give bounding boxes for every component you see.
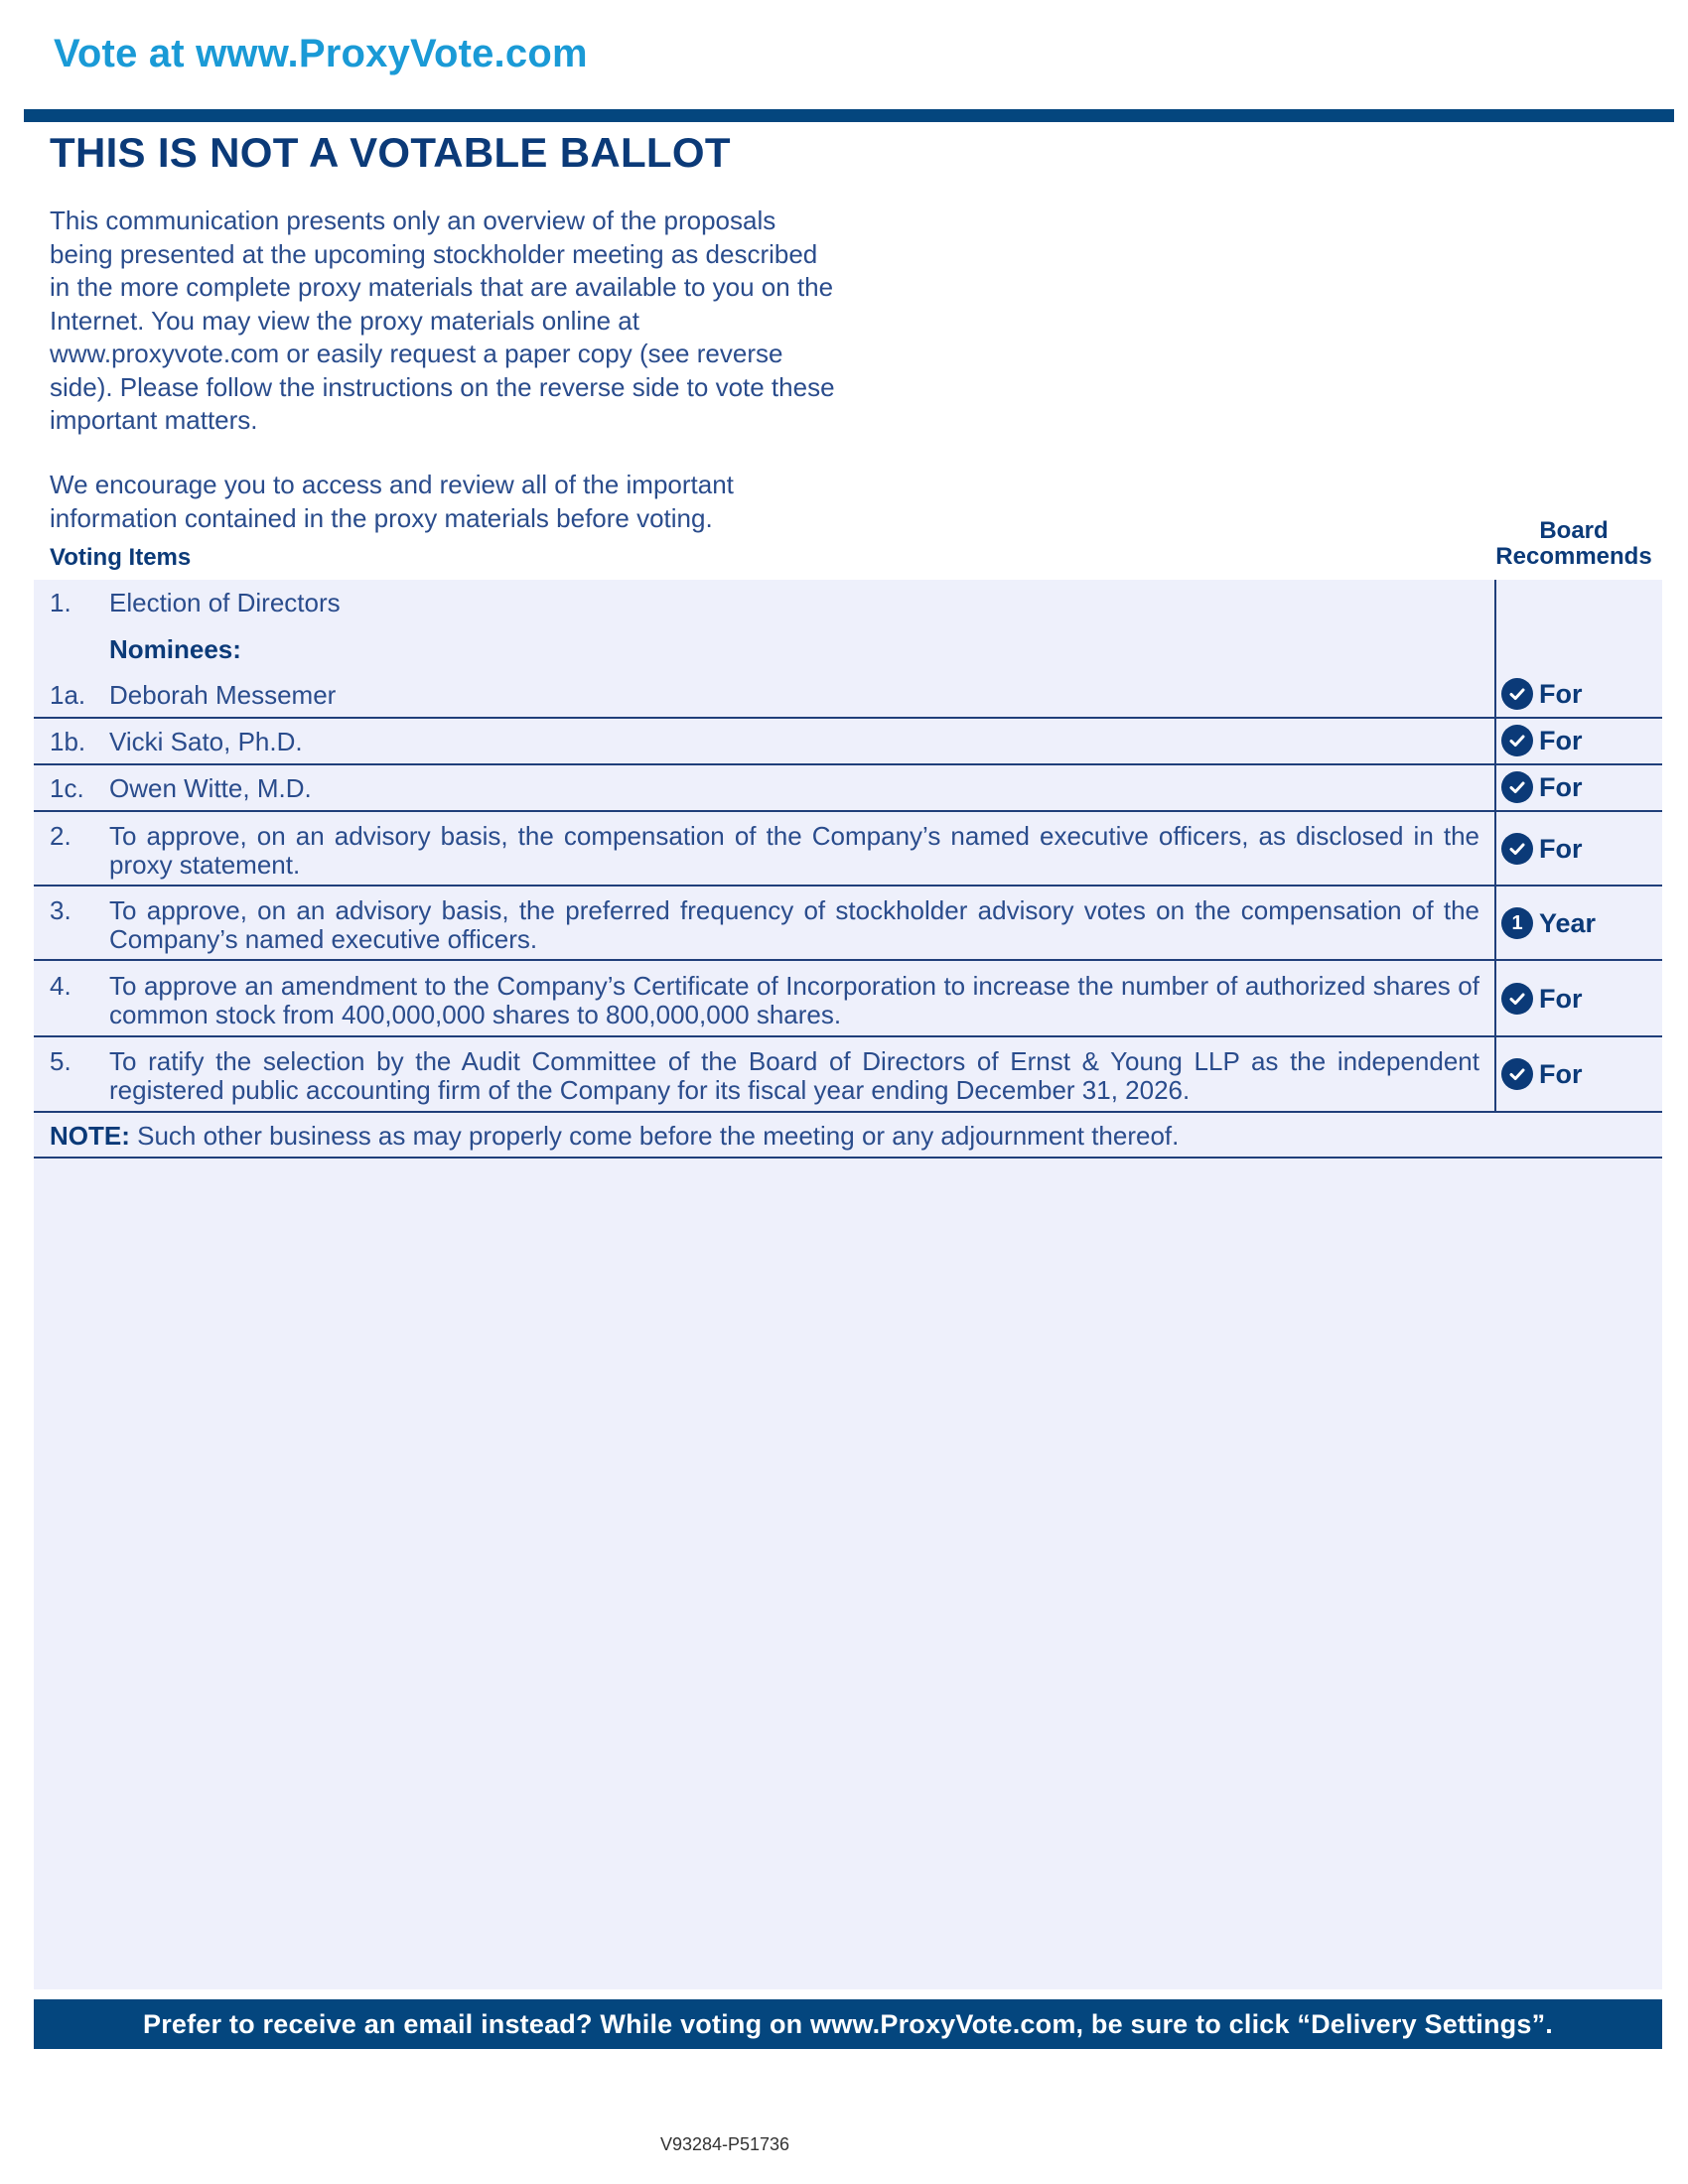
item-text-election: Election of Directors	[109, 588, 341, 617]
recommendation-label: For	[1539, 833, 1583, 864]
recommendation-label: For	[1539, 1058, 1583, 1089]
number-one-icon: 1	[1501, 907, 1533, 939]
check-icon	[1501, 678, 1533, 710]
vote-link-title: Vote at www.ProxyVote.com	[54, 32, 588, 75]
check-icon	[1501, 983, 1533, 1015]
banner-text: Prefer to receive an email instead? While voting on www.ProxyVote.com, be sure to click “Delivery Settings”.	[142, 2008, 1553, 2039]
proposal-number: 2.	[50, 821, 71, 851]
row-divider	[34, 810, 1662, 812]
check-icon	[1501, 833, 1533, 865]
proposal-number: 5.	[50, 1046, 71, 1076]
board-recommendation	[1501, 833, 1583, 865]
note-label: NOTE:	[50, 1121, 130, 1151]
nominee-number: 1c.	[50, 773, 84, 803]
recommendation-label: For	[1539, 678, 1583, 709]
intro-paragraph-1: This communication presents only an overview of the proposals being presented at the upcoming stockholder meeting as described in the more complete proxy materials that are available to you on the Internet. You may view the proxy materials online at www.proxyvote.com or easily request a paper copy (see reverse side). Please follow the instructions on the reverse side to vote these important matters.	[50, 205, 835, 435]
board-recommendation	[1501, 1058, 1583, 1090]
proposal-text: To ratify the selection by the Audit Committee of the Board of Directors of Ernst & Young LLP as the independent registered public accounting firm of the Company for its fiscal year ending December 31, 2026.	[109, 1046, 1479, 1105]
check-icon	[1501, 725, 1533, 756]
document-code: V93284-P51736	[659, 2134, 790, 2154]
board-recommendation	[1501, 907, 1596, 939]
proposal-text: To approve, on an advisory basis, the compensation of the Company’s named executive officers, as disclosed in the proxy statement.	[109, 821, 1479, 880]
row-divider	[34, 959, 1662, 961]
nominee-number: 1b.	[50, 727, 86, 756]
column-divider	[1494, 580, 1496, 1113]
row-divider	[34, 1157, 1662, 1159]
nominee-name: Deborah Messemer	[109, 680, 337, 710]
nominee-name: Owen Witte, M.D.	[109, 773, 312, 803]
recommendation-label: Year	[1539, 907, 1597, 938]
row-divider	[34, 1035, 1662, 1037]
row-divider	[34, 885, 1662, 887]
intro-paragraph-2: We encourage you to access and review all of the important information contained in the proxy materials before voting.	[50, 470, 734, 533]
voting-items-header: Voting Items	[50, 544, 192, 571]
recommendation-label: For	[1539, 771, 1583, 802]
check-icon	[1501, 1058, 1533, 1090]
board-recommendation	[1501, 725, 1583, 756]
recommendation-label: For	[1539, 725, 1583, 755]
proposal-number: 4.	[50, 971, 71, 1001]
item-number: 1.	[50, 588, 71, 617]
row-divider	[34, 717, 1662, 719]
nominees-label: Nominees:	[109, 634, 241, 664]
note-text	[50, 1121, 1179, 1152]
board-recommendation	[1501, 771, 1583, 803]
board-recommendation	[1501, 678, 1583, 710]
board-recommendation	[1501, 983, 1583, 1015]
row-divider	[34, 763, 1662, 765]
page-title: THIS IS NOT A VOTABLE BALLOT	[50, 129, 731, 176]
proposal-number: 3.	[50, 895, 71, 925]
header-rule	[24, 109, 1674, 122]
row-divider	[34, 1111, 1662, 1113]
board-recommends-header: Board Recommends	[1495, 517, 1652, 570]
note-body: Such other business as may properly come before the meeting or any adjournment thereof.	[129, 1121, 1180, 1151]
proposal-text: To approve an amendment to the Company’s Certificate of Incorporation to increase the number of authorized shares of common stock from 400,000,000 shares to 800,000,000 shares.	[109, 971, 1479, 1029]
nominee-name: Vicki Sato, Ph.D.	[109, 727, 303, 756]
delivery-settings-banner	[34, 1999, 1662, 2049]
nominee-number: 1a.	[50, 680, 86, 710]
proposal-text: To approve, on an advisory basis, the preferred frequency of stockholder advisory votes on the compensation of the Company’s named executive officers.	[109, 895, 1479, 954]
recommendation-label: For	[1539, 983, 1583, 1014]
check-icon	[1501, 771, 1533, 803]
